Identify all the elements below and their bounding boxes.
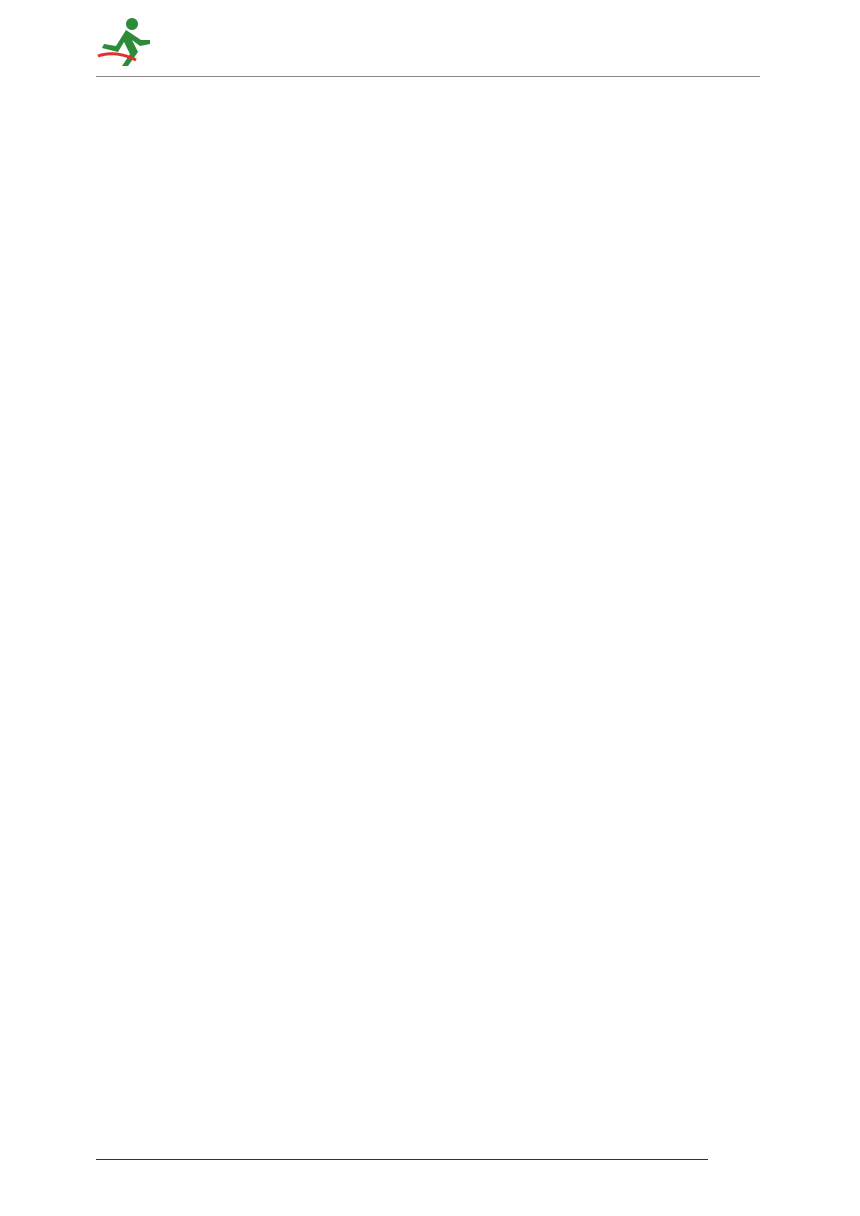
- site-logo: [96, 14, 266, 74]
- footer-divider: [96, 1159, 708, 1160]
- page-header: [96, 14, 760, 76]
- header-divider: [96, 76, 760, 77]
- runner-icon: [96, 16, 154, 68]
